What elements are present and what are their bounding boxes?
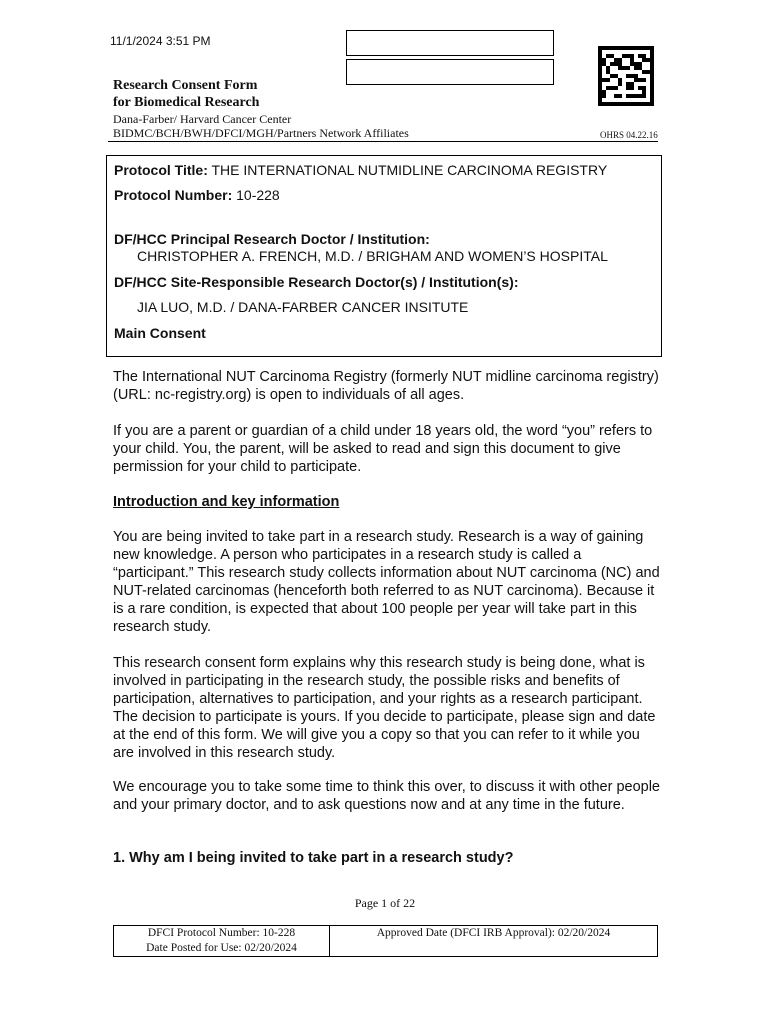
form-title xyxy=(113,77,259,111)
protocol-number-value: 10-228 xyxy=(236,187,280,203)
header-divider xyxy=(108,141,658,142)
paragraph-registry xyxy=(113,368,663,404)
blank-field-1[interactable] xyxy=(346,30,554,56)
consent-type: Main Consent xyxy=(114,325,206,341)
footer-row xyxy=(114,926,658,957)
protocol-title xyxy=(114,162,607,178)
section-1-heading: 1. Why am I being invited to take part in a research study? xyxy=(113,850,514,866)
protocol-title-value: THE INTERNATIONAL NUTMIDLINE CARCINOMA REGISTRY xyxy=(211,162,608,178)
ohrs-version: OHRS 04.22.16 xyxy=(600,130,658,140)
intro-heading xyxy=(113,493,663,511)
footer-approved-date: Approved Date (DFCI IRB Approval): 02/20/2024 xyxy=(330,926,658,957)
blank-field-2[interactable] xyxy=(346,59,554,85)
paragraph-registry-text: The International NUT Carcinoma Registry (formerly NUT midline carcinoma registry) (URL: nc-registry.org) is open to individuals of all ages. xyxy=(113,369,659,403)
paragraph-parent-text: If you are a parent or guardian of a child under 18 years old, the word “you” refers to your child. You, the parent, will be asked to read and sign this document to give permission for your child to participate. xyxy=(113,423,653,475)
pi-label: DF/HCC Principal Research Doctor / Institution: xyxy=(114,231,430,247)
paragraph-introduction xyxy=(113,528,663,636)
footer-left-cell xyxy=(114,926,330,957)
paragraph-explanation-text: This research consent form explains why this research study is being done, what is involved in participating in the research study, the possible risks and benefits of participation, alternatives to participation, and your rights as a research participant. The decision to participate is yours. If you decide to participate, please sign and date at the end of this form. We will give you a copy so that you can refer to it while you are involved in this research study. xyxy=(113,655,656,761)
paragraph-introduction-text: You are being invited to take part in a research study. Research is a way of gaining new knowledge. A person who participates in a research study is called a “participant.” This research study collects information about NUT carcinoma (NC) and NUT-related carcinomas (henceforth both referred to as NUT carcinoma). Because it is a rare condition, is expected that about 100 people per year will take part in this research study. xyxy=(113,529,660,635)
barcode-icon xyxy=(598,46,654,106)
protocol-number xyxy=(114,187,280,203)
form-subtitle xyxy=(113,112,409,140)
intro-heading-text: Introduction and key information xyxy=(113,494,340,510)
form-title-line-2: for Biomedical Research xyxy=(113,95,260,110)
form-title-line-1: Research Consent Form xyxy=(113,78,258,93)
paragraph-encourage-text: We encourage you to take some time to think this over, to discuss it with other people and your primary doctor, and to ask questions now and at any time in the future. xyxy=(113,779,660,813)
footer-protocol-number: DFCI Protocol Number: 10-228 xyxy=(147,927,296,939)
center-name: Dana-Farber/ Harvard Cancer Center xyxy=(113,112,292,126)
protocol-info-box xyxy=(106,155,662,357)
protocol-title-label: Protocol Title: xyxy=(114,162,208,178)
site-label: DF/HCC Site-Responsible Research Doctor(s) / Institution(s): xyxy=(114,274,519,290)
affiliates: BIDMC/BCH/BWH/DFCI/MGH/Partners Network Affiliates xyxy=(113,126,409,140)
paragraph-explanation xyxy=(113,654,663,762)
paragraph-encourage xyxy=(113,778,663,814)
page-number: Page 1 of 22 xyxy=(354,896,416,910)
pi-value: CHRISTOPHER A. FRENCH, M.D. / BRIGHAM AND WOMEN’S HOSPITAL xyxy=(137,248,608,264)
footer-date-posted: Date Posted for Use: 02/20/2024 xyxy=(146,942,297,954)
paragraph-parent xyxy=(113,422,663,476)
print-timestamp: 11/1/2024 3:51 PM xyxy=(110,34,211,48)
protocol-number-label: Protocol Number: xyxy=(114,187,233,203)
footer-table xyxy=(113,925,658,957)
site-value: JIA LUO, M.D. / DANA-FARBER CANCER INSITUTE xyxy=(137,299,469,315)
